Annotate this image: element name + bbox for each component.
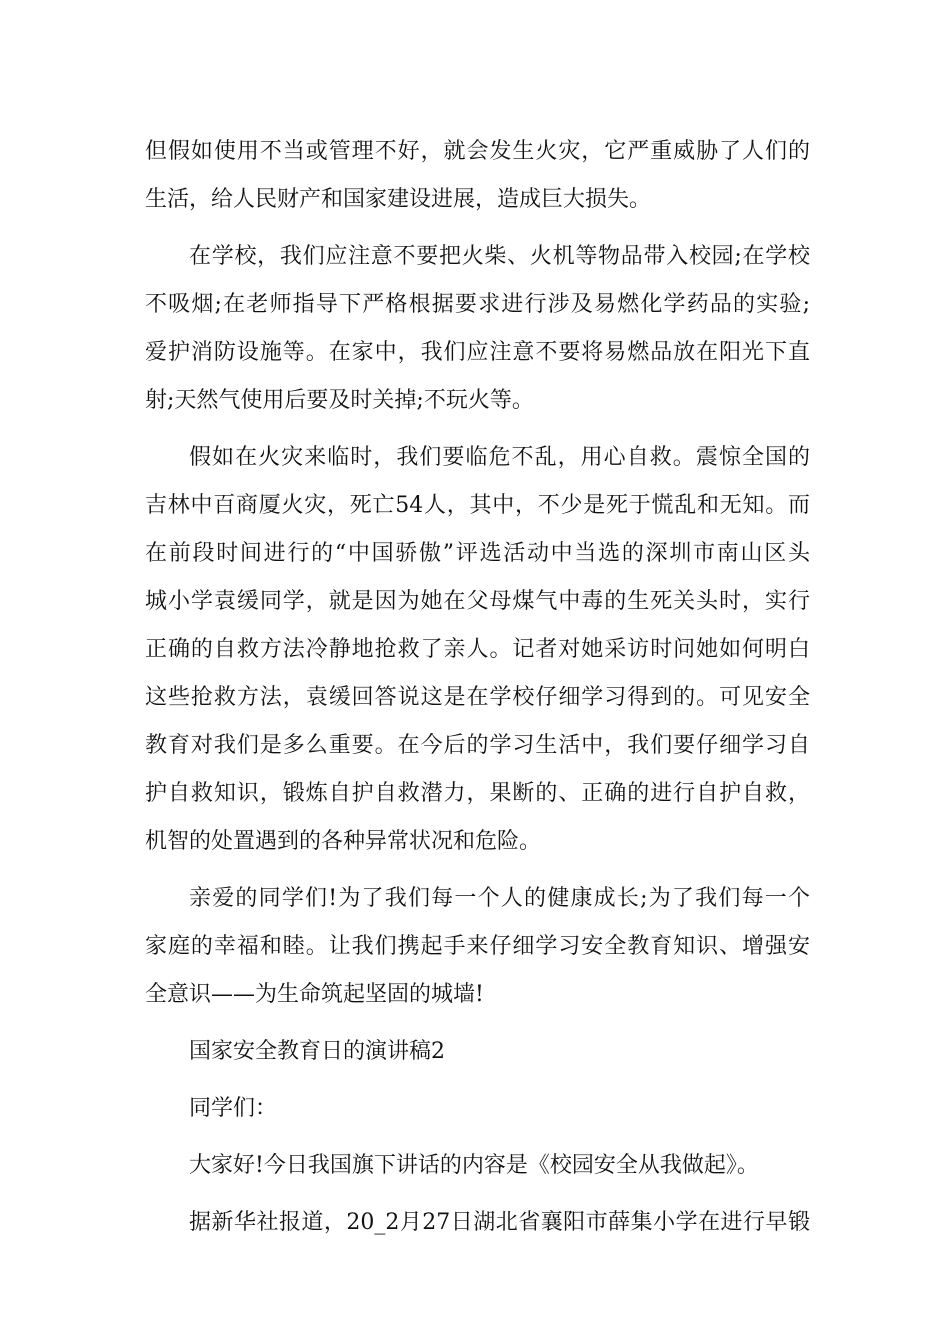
text-line: 在前段时间进行的“中国骄傲”评选活动中当选的深圳市南山区头 xyxy=(145,541,810,566)
section-heading xyxy=(145,1028,810,1076)
text-line: 在学校，我们应注意不要把火柴、火机等物品带入校园;在学校 xyxy=(189,244,810,269)
paragraph-salutation xyxy=(145,1085,810,1133)
text-line: 射;天然气使用后要及时关掉;不玩火等。 xyxy=(145,388,534,413)
text-line: 城小学袁缓同学，就是因为她在父母煤气中毒的生死关头时，实行 xyxy=(145,589,810,614)
text-line: 亲爱的同学们!为了我们每一个人的健康成长;为了我们每一个 xyxy=(189,886,810,911)
paragraph-self-rescue xyxy=(145,434,810,866)
document-body xyxy=(145,128,810,1247)
text-line: 同学们： xyxy=(189,1096,278,1121)
text-line: 家庭的幸福和睦。让我们携起手来仔细学习安全教育知识、增强安 xyxy=(145,934,810,959)
text-line: 爱护消防设施等。在家中，我们应注意不要将易燃品放在阳光下直 xyxy=(145,340,810,365)
text-line: 不吸烟;在老师指导下严格根据要求进行涉及易燃化学药品的实验; xyxy=(145,292,810,317)
text-line: 生活，给人民财产和国家建设进展，造成巨大损失。 xyxy=(145,187,652,212)
paragraph-fire-danger xyxy=(145,128,810,224)
text-line: 机智的处置遇到的各种异常状况和危险。 xyxy=(145,829,542,854)
text-line: 这些抢救方法，袁缓回答说这是在学校仔细学习得到的。可见安全 xyxy=(145,685,810,710)
paragraph-school-safety xyxy=(145,233,810,425)
text-line: 正确的自救方法冷静地抢救了亲人。记者对她采访时问她如何明白 xyxy=(145,637,810,662)
paragraph-news-report xyxy=(145,1199,810,1247)
text-line: 假如在火灾来临时，我们要临危不乱，用心自救。震惊全国的 xyxy=(189,445,810,470)
text-line: 教育对我们是多么重要。在今后的学习生活中，我们要仔细学习自 xyxy=(145,733,810,758)
text-line: 大家好!今日我国旗下讲话的内容是《校园安全从我做起》。 xyxy=(189,1153,759,1178)
paragraph-greeting xyxy=(145,1142,810,1190)
paragraph-appeal xyxy=(145,875,810,1019)
text-line: 全意识——为生命筑起坚固的城墙! xyxy=(145,982,484,1007)
text-line: 吉林中百商厦火灾，死亡54人，其中，不少是死于慌乱和无知。而 xyxy=(145,493,810,518)
text-line: 据新华社报道，20_2月27日湖北省襄阳市薛集小学在进行早锻 xyxy=(189,1210,810,1235)
text-line: 护自救知识，锻炼自护自救潜力，果断的、正确的进行自护自救， xyxy=(145,781,810,806)
text-line: 国家安全教育日的演讲稿2 xyxy=(189,1039,445,1064)
text-line: 但假如使用不当或管理不好，就会发生火灾，它严重威胁了人们的 xyxy=(145,139,810,164)
